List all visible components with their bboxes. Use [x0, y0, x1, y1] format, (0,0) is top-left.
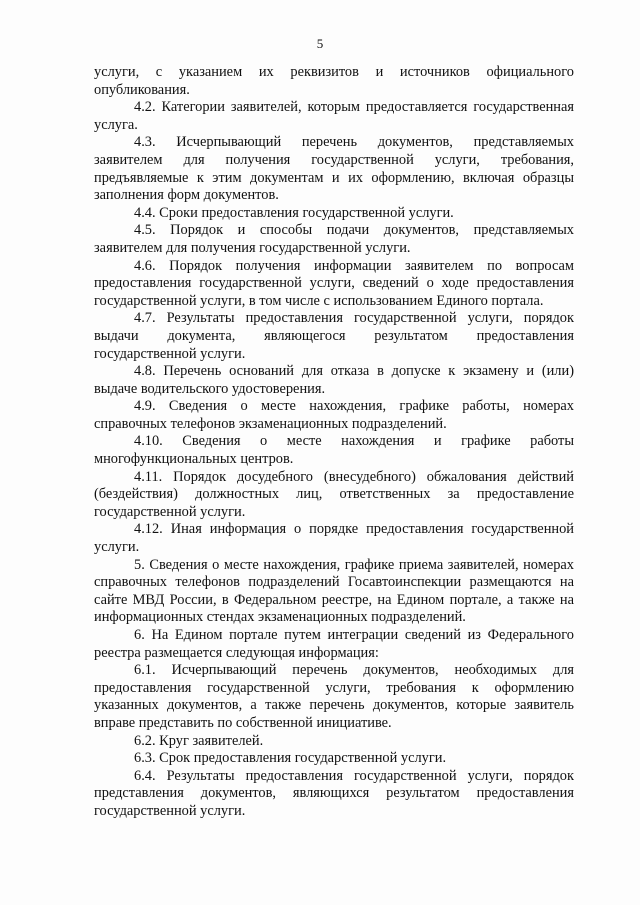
paragraph-5: 5. Сведения о месте нахождения, графике приема заявителей, номерах справочных телефонов подразделений Госавтоинспекции размещаются на сайте МВД России, в Федеральном реестре, на Едином портале, а также на информационных стендах экзаменационных подразделений.: [94, 556, 574, 626]
paragraph-4-8: 4.8. Перечень оснований для отказа в допуске к экзамену и (или) выдаче водительского удостоверения.: [94, 363, 574, 397]
document-body: [94, 64, 574, 821]
page-number: 5: [316, 36, 324, 51]
paragraph-6-2: 6.2. Круг заявителей.: [134, 732, 264, 749]
paragraph-4-9: 4.9. Сведения о месте нахождения, графике работы, номерах справочных телефонов экзаменационных подразделений.: [94, 398, 574, 432]
paragraph-6-1: 6.1. Исчерпывающий перечень документов, необходимых для предоставления государственной услуги, требования к оформлению указанных документов, а также перечень документов, которые заявитель вправе представить по собственной инициативе.: [94, 662, 574, 731]
paragraph-6-3: 6.3. Срок предоставления государственной услуги.: [134, 750, 447, 767]
paragraph-4-7: 4.7. Результаты предоставления государственной услуги, порядок выдачи документа, являющегося результатом предоставления государственной услуги.: [94, 310, 574, 362]
paragraph-4-5: 4.5. Порядок и способы подачи документов, представляемых заявителем для получения государственной услуги.: [94, 222, 574, 256]
paragraph-4-12: 4.12. Иная информация о порядке предоставления государственной услуги.: [94, 521, 574, 556]
paragraph-4-11: 4.11. Порядок досудебного (внесудебного) обжалования действий (бездействия) должностных лиц, ответственных за предоставление государственной услуги.: [94, 468, 574, 520]
paragraph-4-4: 4.4. Сроки предоставления государственной услуги.: [134, 204, 454, 221]
paragraph-4-2: 4.2. Категории заявителей, которым предоставляется государственная услуга.: [94, 99, 574, 133]
paragraph-6-4: 6.4. Результаты предоставления государственной услуги, порядок представления документов, являющихся результатом предоставления государственной услуги.: [94, 767, 574, 819]
paragraph-6: 6. На Едином портале путем интеграции сведений из Федерального реестра размещается следующая информация:: [94, 627, 574, 661]
paragraph-4-6: 4.6. Порядок получения информации заявителем по вопросам предоставления государственной услуги, сведений о ходе предоставления государственной услуги, в том числе с использованием Единого портала.: [94, 257, 574, 309]
paragraph-4-3: 4.3. Исчерпывающий перечень документов, представляемых заявителем для получения государственной услуги, требования, предъявляемые к этим документам и их оформлению, включая образцы заполнения форм документов.: [94, 134, 574, 204]
paragraph-continuation: услуги, с указанием их реквизитов и источников официального опубликования.: [94, 64, 574, 98]
paragraph-4-10: 4.10. Сведения о месте нахождения и графике работы многофункциональных центров.: [94, 433, 574, 468]
